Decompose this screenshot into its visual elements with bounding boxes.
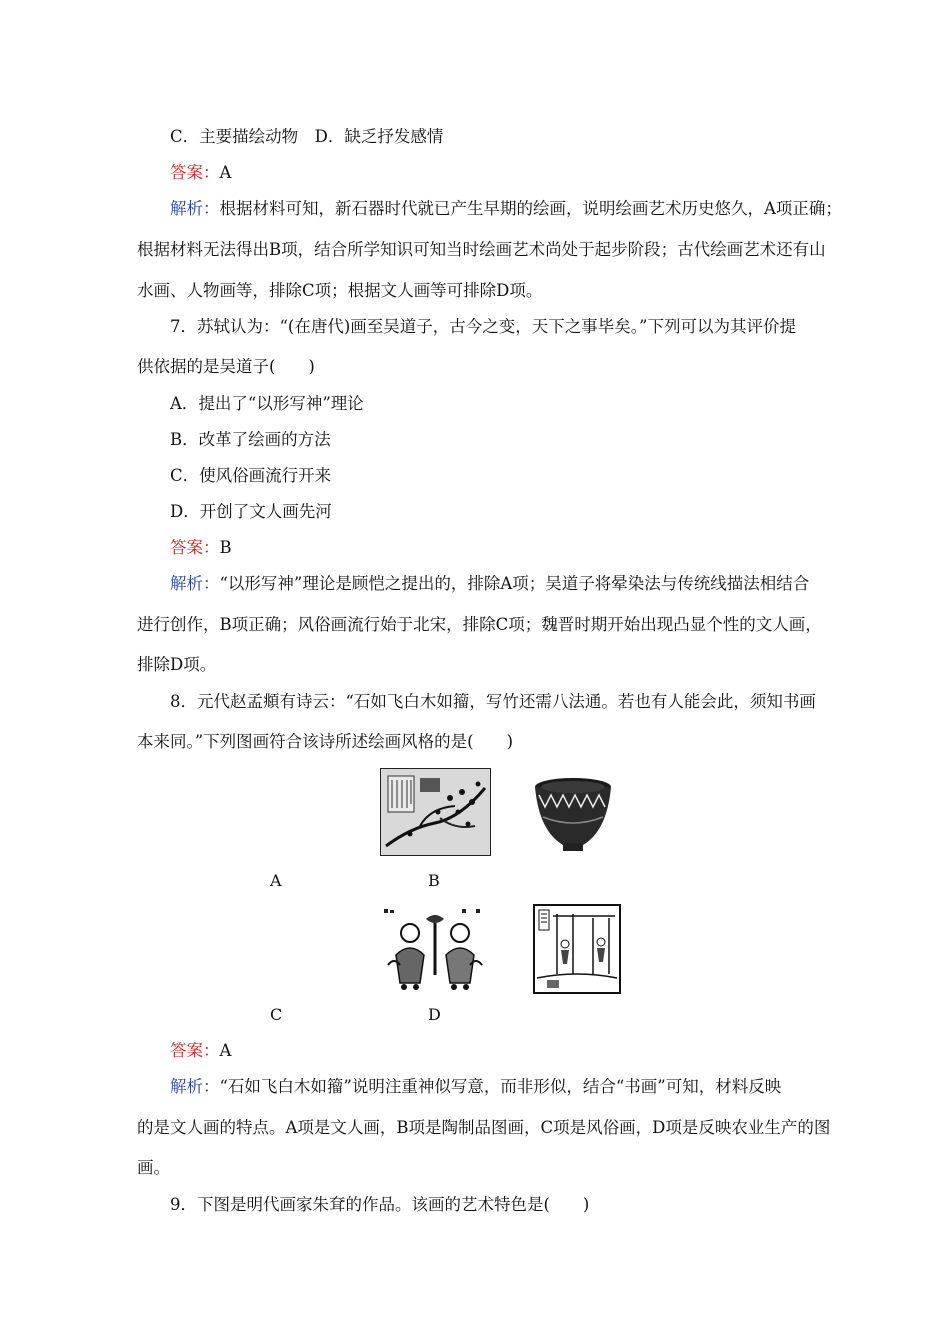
answer-label: 答案： <box>170 1041 220 1060</box>
analysis-text: 根据材料可知，新石器时代就已产生早期的绘画，说明绘画艺术历史悠久，A项正确； <box>219 199 842 218</box>
q6-analysis-line-3: 水画、人物画等，排除C项；根据文人画等可排除D项。 <box>137 281 543 300</box>
q7-option-a: A．提出了“以形写神”理论 <box>170 394 364 413</box>
analysis-label: 解析： <box>170 1077 220 1096</box>
q8-analysis-line-3: 画。 <box>137 1158 170 1177</box>
q6-options-cd: C．主要描绘动物 D．缺乏抒发感情 <box>170 127 444 146</box>
answer-value: A <box>219 1041 232 1060</box>
answer-label: 答案： <box>170 538 220 557</box>
q8-stem-line-1: 8．元代赵孟頫有诗云：“石如飞白木如籀，写竹还需八法通。若也有人能会此，须知书画 <box>170 692 816 711</box>
q7-analysis-line-3: 排除D项。 <box>137 655 217 674</box>
q6-analysis-line-1 <box>170 198 842 220</box>
figure-d-caption: D <box>428 1005 441 1024</box>
analysis-text: “以形写神”理论是顾恺之提出的，排除A项；吴道子将晕染法与传统线描法相结合 <box>219 574 810 593</box>
answer-value: A <box>219 163 232 182</box>
analysis-text: “石如飞白木如籀”说明注重神似写意，而非形似，结合“书画”可知，材料反映 <box>219 1077 782 1096</box>
q6-analysis-line-2: 根据材料无法得出B项，结合所学知识可知当时绘画艺术尚处于起步阶段；古代绘画艺术还有山 <box>137 240 826 259</box>
q7-option-d: D．开创了文人画先河 <box>170 502 332 521</box>
answer-value: B <box>219 538 232 557</box>
analysis-label: 解析： <box>170 199 220 218</box>
q7-analysis-line-1 <box>170 573 809 595</box>
figure-b-pottery-bowl <box>533 773 613 855</box>
figure-a-caption: A <box>270 871 282 890</box>
q6-answer <box>170 162 231 184</box>
figure-b-caption: B <box>428 871 440 890</box>
q7-analysis-line-2: 进行创作，B项正确；风俗画流行始于北宋，排除C项；魏晋时期开始出现凸显个性的文人画， <box>137 615 822 634</box>
q7-option-b: B．改革了绘画的方法 <box>170 430 331 449</box>
figure-c-caption: C <box>270 1005 283 1024</box>
q7-answer <box>170 537 232 559</box>
q7-stem-line-2: 供依据的是吴道子( ) <box>137 357 315 376</box>
q8-analysis-line-1 <box>170 1076 781 1098</box>
q8-stem-line-2: 本来同。”下列图画符合该诗所述绘画风格的是( ) <box>137 732 514 751</box>
q7-option-c: C．使风俗画流行开来 <box>170 466 332 485</box>
q9-stem-line-1: 9．下图是明代画家朱耷的作品。该画的艺术特色是( ) <box>170 1195 590 1214</box>
q8-analysis-line-2: 的是文人画的特点。A项是文人画，B项是陶制品图画，C项是风俗画，D项是反映农业生产的图 <box>137 1118 831 1137</box>
q8-answer <box>170 1040 231 1062</box>
figure-a-plum-painting <box>380 768 491 856</box>
q7-stem-line-1: 7．苏轼认为：“(在唐代)画至吴道子，古今之变，天下之事毕矣。”下列可以为其评价提 <box>170 317 796 336</box>
figure-d-farming-scene <box>533 904 621 994</box>
answer-label: 答案： <box>170 163 220 182</box>
analysis-label: 解析： <box>170 574 220 593</box>
figure-c-genre-painting <box>380 905 490 994</box>
